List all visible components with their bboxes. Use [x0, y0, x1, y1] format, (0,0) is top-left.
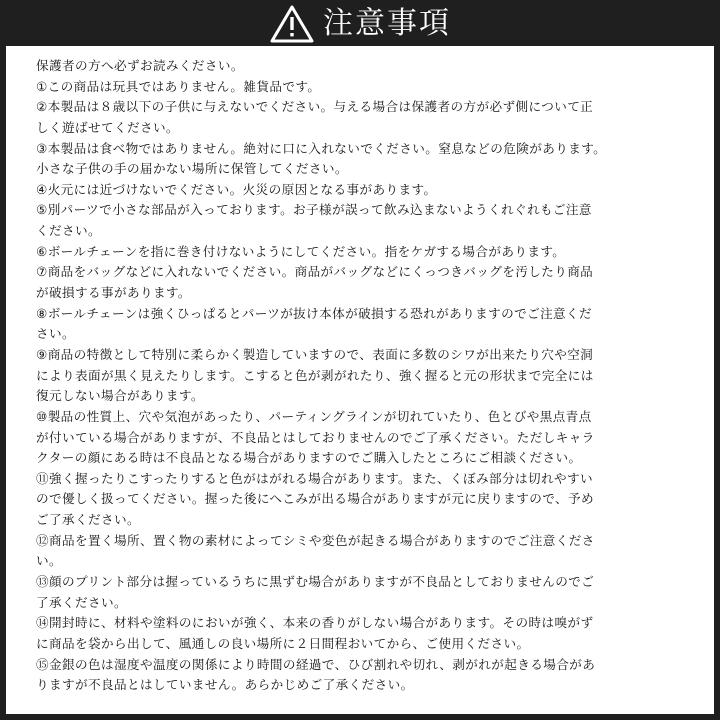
notice-line: ①この商品は玩具ではありません。雑貨品です。: [36, 78, 321, 94]
notice-line: ⑧ボールチェーンは強くひっぱるとパーツが抜け本体が破損する恐れがありますのでご注意くだ: [36, 305, 593, 321]
notice-line: ⑬顔のプリント部分は握っているうちに黒ずむ場合がありますが不良品としておりませんのでご: [36, 574, 595, 590]
notice-line: ので優しく扱ってください。握った後にへこみが出る場合がありますが元に戻りますので、予め: [36, 491, 594, 507]
notice-line: ③本製品は食べ物ではありません。絶対に口に入れないでください。窒息などの危険があります。: [36, 140, 607, 156]
notice-line: ⑮金銀の色は湿度や温度の関係により時間の経過で、ひび割れや切れ、剥がれが起きる場合があ: [36, 656, 596, 672]
notice-line: ⑥ボールチェーンを指に巻き付けないようにしてください。指をケガする場合があります。: [36, 243, 566, 259]
notice-line: クターの顔にある時は不良品となる場合がありますのでご購入したところにご相談ください。: [36, 450, 582, 466]
warning-icon: [269, 4, 315, 44]
notice-line: しく遊ばせてください。: [36, 119, 179, 135]
notice-line: りますが不良品とはしていません。あらかじめご了承ください。: [36, 677, 414, 693]
header-bar: [0, 0, 720, 47]
notice-line: ください。: [36, 223, 101, 239]
notice-line: ⑤別パーツで小さな部品が入っております。お子様が誤って飲み込まないようくれぐれもご注意: [36, 202, 592, 218]
page-title: 注意事項: [323, 5, 451, 41]
notice-line: ④火元には近づけないでください。火災の原因となる事があります。: [36, 181, 437, 197]
notice-body: [6, 46, 714, 714]
notice-line: ⑨商品の特徴として特別に柔らかく製造していますので、表面に多数のシワが出来たり穴や空洞: [36, 346, 594, 362]
notice-line: ⑭開封時に、材料や塗料のにおいが強く、本来の香りがしない場合があります。その時は嗅がず: [36, 615, 594, 631]
notice-line: ⑦商品をバッグなどに入れないでください。商品がバッグなどにくっつきバッグを汚したり商品: [36, 264, 594, 280]
notice-line: 小さな子供の手の届かない場所に保管してください。: [36, 161, 348, 177]
header-title-group: [269, 4, 451, 44]
notice-line: 復元しない場合があります。: [36, 388, 204, 404]
notice-line: ②本製品は８歳以下の子供に与えないでください。与える場合は保護者の方が必ず側について正: [36, 99, 594, 115]
notice-line: が付いている場合がありますが、不良品とはしておりませんのでご了承ください。ただしキャラ: [36, 429, 595, 445]
notice-lines: [36, 56, 686, 696]
notice-line: 了承ください。: [36, 594, 127, 610]
notice-line: い。: [36, 553, 62, 569]
notice-line: ⑪強く握ったりこすったりすると色がはがれる場合があります。また、くぼみ部分は切れやすい: [36, 470, 593, 486]
notice-line: に商品を袋から出して、風通しの良い場所に２日間程おいてから、ご使用ください。: [36, 635, 530, 651]
notice-line: ⑩製品の性質上、穴や気泡があったり、パーティングラインが切れていたり、色とびや黒点青点: [36, 408, 592, 424]
notice-line: ⑫商品を置く場所、置く物の素材によってシミや変色が起きる場合がありますのでご注意くださ: [36, 532, 595, 548]
notice-line: 保護者の方へ必ずお読みください。: [36, 58, 244, 73]
notice-line: ご了承ください。: [36, 512, 140, 528]
notice-line: により表面が黒く見えたりします。こすると色が剥がれたり、強く握ると元の形状まで完全には: [36, 367, 594, 383]
notice-line: が破損する事があります。: [36, 285, 191, 301]
notice-line: さい。: [36, 326, 75, 342]
